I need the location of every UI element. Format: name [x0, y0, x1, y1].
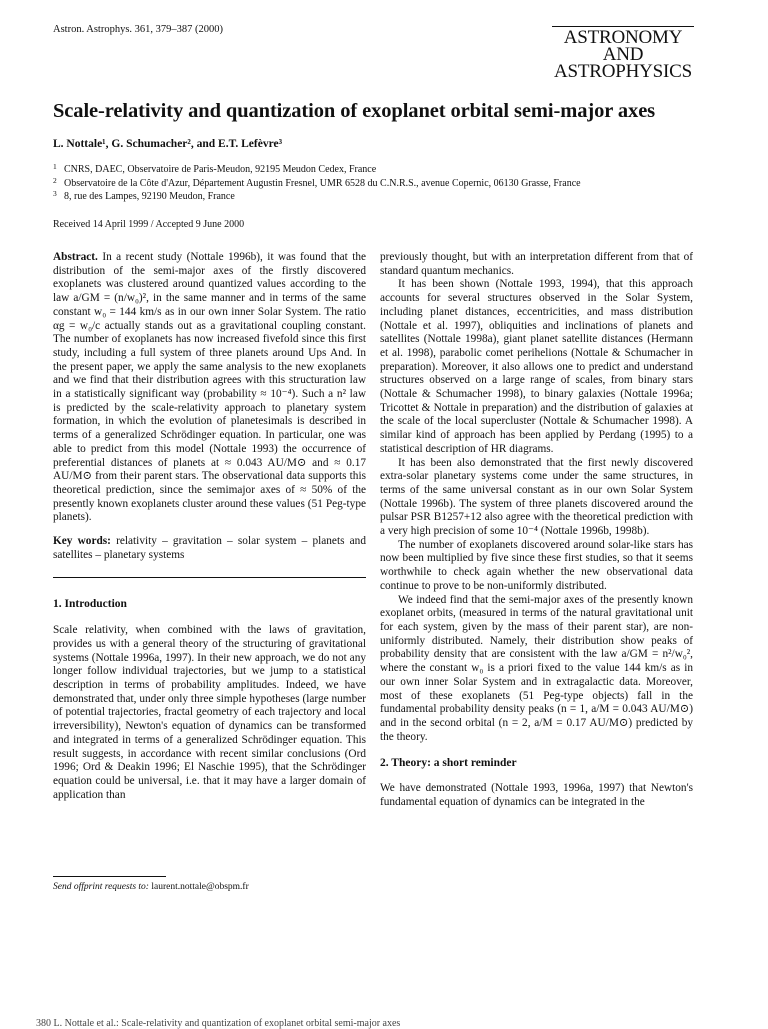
- journal-logo-line: AND: [602, 44, 644, 65]
- abstract: [53, 251, 366, 525]
- body-paragraph: We indeed find that the semi-major axes of the presently known exoplanet orbits, (measured in terms of the natural gravitational unit for each system, given by the mass of their parent star), are non-uniformly distributed. Namely, their distribution show peaks of probability density that are consistent with the law a/GM = n²/w₀², where the constant w₀ is a priori fixed to the value 144 km/s as in our own inner Solar System and in extragalactic data. Moreover, most of these exoplanets (51 Peg-type objects) fall in the fundamental probability density peaks (n = 1, a/M = 0.043 AU/M⊙) and in the second orbital (n = 2, a/M = 0.17 AU/M⊙) predicted by the theory.: [380, 593, 693, 743]
- abstract-label: Abstract.: [53, 251, 98, 263]
- right-column: [380, 251, 693, 809]
- body-paragraph: It has been shown (Nottale 1993, 1994), that this approach accounts for several structures observed in the Solar System, including planet distances, eccentricities, and mass distribution (Nottale et al. 1997), obliquities and inclinations of planets and satellites (Nottale 1998a), giant planet satellite distances (Hermann et al. 1998), parabolic comet perihelions (Nottale & Schumacher in preparation). Moreover, it also allows one to predict and understand structures observed on a large range of scales, from binary stars (Nottale & Schumacher 1998), to binary galaxies (Nottale 1996a; Tricottet & Nottale in preparation) and the distribution of galaxies at the scale of the local supercluster (Nottale & Schumacher 1998). A similar kind of approach has been applied by Perdang (1995) to a statistical description of HR diagrams.: [380, 278, 693, 455]
- affiliation: 2 Observatoire de la Côte d'Azur, Département Augustin Fresnel, UMR 6528 du C.N.R.S., avenue Copernic, 06130 Grasse, France: [53, 175, 581, 189]
- body-paragraph: Scale relativity, when combined with the laws of gravitation, provides us with a general theory of the structuring of gravitational systems (Nottale 1996a, 1997). In their new approach, we do not any longer follow individual trajectories, but we jump to a statistical description in terms of probability amplitudes. Indeed, we have demonstrated that, under only three simple hypotheses (large number of potential trajectories, fractal geometry of each trajectory and local irreversibility), Newton's equation of dynamics can be transformed and integrated in terms of a generalized Schrödinger equation. This result suggests, in accordance with recent similar conclusions (Ord 1996; Ord & Deakin 1996; El Naschie 1995), that the Schrödinger equation could be universal, i.e. that it may have a larger domain of application than: [53, 624, 366, 801]
- affiliation: 1 CNRS, DAEC, Observatoire de Paris-Meudon, 92195 Meudon Cedex, France: [53, 162, 377, 175]
- footnote-label: Send offprint requests to:: [53, 882, 149, 892]
- next-page-header-strip: 380 L. Nottale et al.: Scale-relativity and quantization of exoplanet orbital semi-major axes: [36, 1018, 401, 1029]
- body-paragraph: We have demonstrated (Nottale 1993, 1996a, 1997) that Newton's fundamental equation of dynamics can be integrated in the: [380, 782, 693, 808]
- affiliations: [53, 163, 581, 204]
- paper-title: Scale-relativity and quantization of exoplanet orbital semi-major axes: [53, 100, 656, 122]
- footnote-divider: [53, 876, 166, 877]
- left-column: [53, 251, 366, 802]
- section-divider: [53, 577, 366, 578]
- offprint-email[interactable]: laurent.nottale@obspm.fr: [151, 882, 249, 892]
- body-paragraph: The number of exoplanets discovered around solar-like stars has now been multiplied by five since these first studies, so that it seems worthwhile to check again whether the new observational data continue to prove to be non-uniformly distributed.: [380, 538, 693, 592]
- journal-logo-line: ASTRONOMY: [563, 27, 683, 48]
- body-paragraph: previously thought, but with an interpretation different from that of standard quantum mechanics.: [380, 251, 693, 277]
- section-heading: 2. Theory: a short reminder: [380, 757, 517, 770]
- footnote: [53, 882, 249, 892]
- journal-logo: [552, 26, 694, 80]
- received-dates: Received 14 April 1999 / Accepted 9 June 2000: [53, 219, 245, 230]
- abstract-text: In a recent study (Nottale 1996b), it was found that the distribution of the semi-major axes of the firstly discovered exoplanets was clustered around quantized values according to the law a/GM = (n/w₀)², in the same manner and in terms of the same constant w₀ = 144 km/s as in our own inner Solar System. The ratio αg = w₀/c actually stands out as a gravitational coupling constant. The number of exoplanets has now increased fivefold since this first study, including a full system of three planets around Ups And. In the present paper, we apply the same analysis to the new exoplanets and we find that their distribution agrees with this structuration law in a statistically significant way (probability ≈ 10⁻⁴). Such a n² law is predicted by the scale-relativity approach to planetary system formation, in which the evolution of planetesimals is described in terms of a generalized Schrödinger equation. In particular, one was able to predict from this model (Nottale 1993) the occurrence of preferential distances of planets at ≈ 0.043 AU/M⊙ and ≈ 0.17 AU/M⊙ from their parent stars. The observational data supports this theoretical prediction, since the semimajor axes of ≈ 50% of the presently known exoplanets cluster around these values (51 Peg-type planets).: [53, 251, 367, 524]
- body-paragraph: It has been also demonstrated that the first newly discovered extra-solar planetary systems come under the same structures, in terms of the same universal constant as in our own Solar System (Nottale 1996b). The system of three planets discovered around the pulsar PSR B1257+12 also agree with the theoretical prediction with a very high precision of some 10⁻⁴ (Nottale 1996b, 1998b).: [380, 456, 693, 538]
- keywords: [53, 535, 366, 562]
- keywords-label: Key words:: [53, 535, 111, 548]
- section-heading: 1. Introduction: [53, 598, 127, 611]
- journal-citation: Astron. Astrophys. 361, 379–387 (2000): [53, 24, 224, 35]
- journal-logo-line: ASTROPHYSICS: [553, 61, 693, 82]
- keywords-text: relativity – gravitation – solar system – planets and satellites – planetary systems: [53, 535, 366, 561]
- author-list: L. Nottale¹, G. Schumacher², and E.T. Lefèvre³: [53, 138, 283, 150]
- affiliation: 3 8, rue des Lampes, 92190 Meudon, France: [53, 189, 235, 202]
